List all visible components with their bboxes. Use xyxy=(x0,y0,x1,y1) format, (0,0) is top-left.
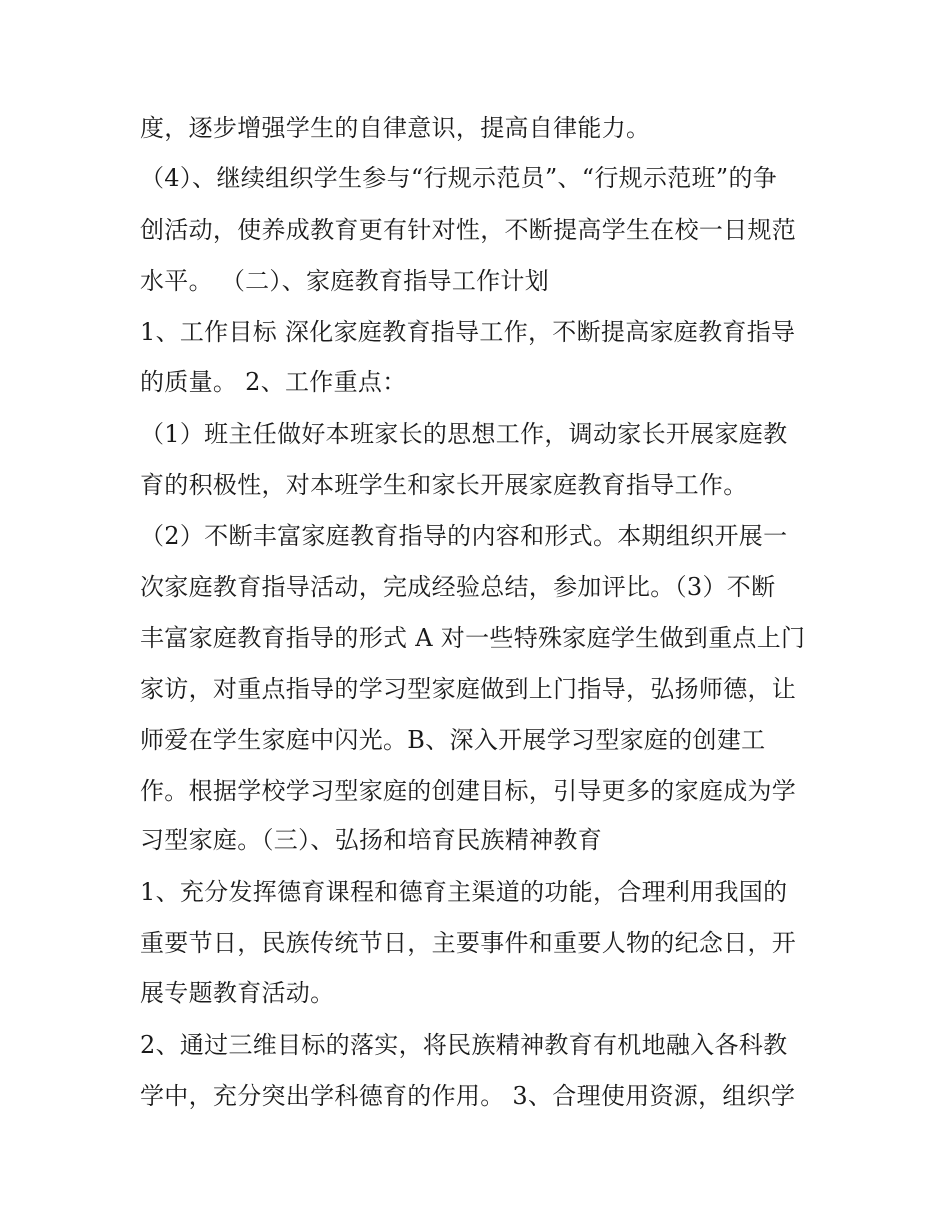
text-line: 1、工作目标 深化家庭教育指导工作，不断提高家庭教育指导 xyxy=(140,318,796,346)
text-line: 学中，充分突出学科德育的作用。 3、合理使用资源，组织学 xyxy=(140,1082,796,1110)
text-line: 2、通过三维目标的落实，将民族精神教育有机地融入各科教 xyxy=(140,1031,788,1059)
text-line: 习型家庭。（三）、弘扬和培育民族精神教育 xyxy=(140,826,602,854)
text-line: 次家庭教育指导活动，完成经验总结，参加评比。（3）不断 xyxy=(140,573,776,601)
text-line: （2）不断丰富家庭教育指导的内容和形式。本期组织开展一 xyxy=(140,522,788,550)
text-line: 育的积极性，对本班学生和家长开展家庭教育指导工作。 xyxy=(140,471,748,499)
text-line: 度，逐步增强学生的自律意识，提高自律能力。 xyxy=(140,114,651,142)
text-line: 1、充分发挥德育课程和德育主渠道的功能，合理利用我国的 xyxy=(140,878,788,906)
text-line: 展专题教育活动。 xyxy=(140,979,335,1007)
text-line: 重要节日，民族传统节日，主要事件和重要人物的纪念日，开 xyxy=(140,929,797,957)
text-line: 家访，对重点指导的学习型家庭做到上门指导，弘扬师德，让 xyxy=(140,675,797,703)
text-line: 水平。 （二）、家庭教育指导工作计划 xyxy=(140,267,550,295)
text-line: 创活动，使养成教育更有针对性，不断提高学生在校一日规范 xyxy=(140,216,797,244)
text-line: 的质量。 2、工作重点： xyxy=(140,368,407,396)
text-line: （4）、继续组织学生参与“行规示范员”、“行规示范班”的争 xyxy=(140,164,778,192)
text-line: 丰富家庭教育指导的形式 A 对一些特殊家庭学生做到重点上门 xyxy=(140,624,806,652)
text-line: 师爱在学生家庭中闪光。B、深入开展学习型家庭的创建工 xyxy=(140,726,766,754)
text-line: （1）班主任做好本班家长的思想工作，调动家长开展家庭教 xyxy=(140,420,788,448)
text-line: 作。根据学校学习型家庭的创建目标，引导更多的家庭成为学 xyxy=(140,777,797,805)
